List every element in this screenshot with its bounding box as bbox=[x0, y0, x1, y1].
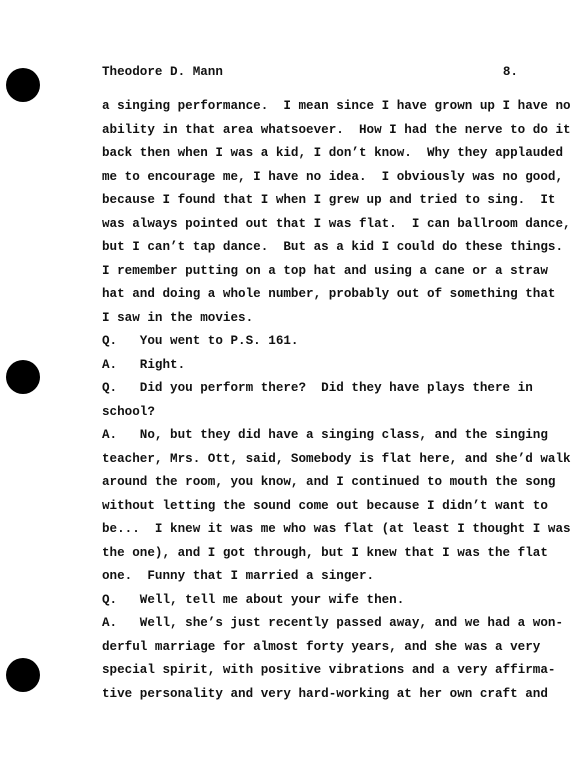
transcript-line: special spirit, with positive vibrations and a very affirma- bbox=[102, 663, 556, 677]
transcript-line: A. Right. bbox=[102, 357, 186, 372]
transcript-line: around the room, you know, and I continued to mouth the song bbox=[102, 475, 556, 489]
transcript-line: one. Funny that I married a singer. bbox=[102, 569, 375, 583]
transcript-body bbox=[102, 98, 571, 709]
transcript-line: tive personality and very hard-working at her own craft and bbox=[102, 686, 548, 701]
transcript-line: A. No, but they did have a singing class, and the singing bbox=[102, 428, 548, 442]
transcript-line: derful marriage for almost forty years, and she was a very bbox=[102, 639, 541, 654]
transcript-line: I saw in the movies. bbox=[102, 310, 254, 325]
page-number: 8. bbox=[502, 65, 518, 79]
transcript-line: without letting the sound come out because I didn’t want to bbox=[102, 498, 548, 513]
transcript-line: a singing performance. I mean since I have grown up I have no bbox=[102, 99, 571, 113]
transcript-line: Q. You went to P.S. 161. bbox=[102, 334, 299, 348]
transcript-line: Q. Did you perform there? Did they have plays there in bbox=[102, 381, 533, 395]
binder-hole-bottom bbox=[6, 658, 40, 692]
transcript-line: hat and doing a whole number, probably out of something that bbox=[102, 287, 556, 301]
transcript-line: be... I knew it was me who was flat (at least I thought I was bbox=[102, 522, 571, 536]
transcript-line: teacher, Mrs. Ott, said, Somebody is flat here, and she’d walk bbox=[102, 451, 571, 466]
interviewee-name: Theodore D. Mann bbox=[102, 65, 223, 79]
transcript-line: but I can’t tap dance. But as a kid I could do these things. bbox=[102, 240, 564, 254]
transcript-line: was always pointed out that I was flat. I can ballroom dance, bbox=[102, 216, 571, 231]
transcript-line: the one), and I got through, but I knew that I was the flat bbox=[102, 545, 548, 560]
transcript-line: A. Well, she’s just recently passed away, and we had a won- bbox=[102, 616, 564, 630]
binder-hole-middle bbox=[6, 360, 40, 394]
transcript-line: Q. Well, tell me about your wife then. bbox=[102, 592, 405, 607]
transcript-line: school? bbox=[102, 404, 155, 419]
transcript-line: I remember putting on a top hat and using a cane or a straw bbox=[102, 263, 548, 278]
transcript-line: back then when I was a kid, I don’t know. Why they applauded bbox=[102, 146, 564, 160]
binder-hole-top bbox=[6, 68, 40, 102]
transcript-line: because I found that I when I grew up and tried to sing. It bbox=[102, 193, 556, 207]
page-header bbox=[102, 64, 518, 80]
transcript-line: ability in that area whatsoever. How I had the nerve to do it bbox=[102, 122, 571, 137]
transcript-line: me to encourage me, I have no idea. I obviously was no good, bbox=[102, 169, 564, 184]
